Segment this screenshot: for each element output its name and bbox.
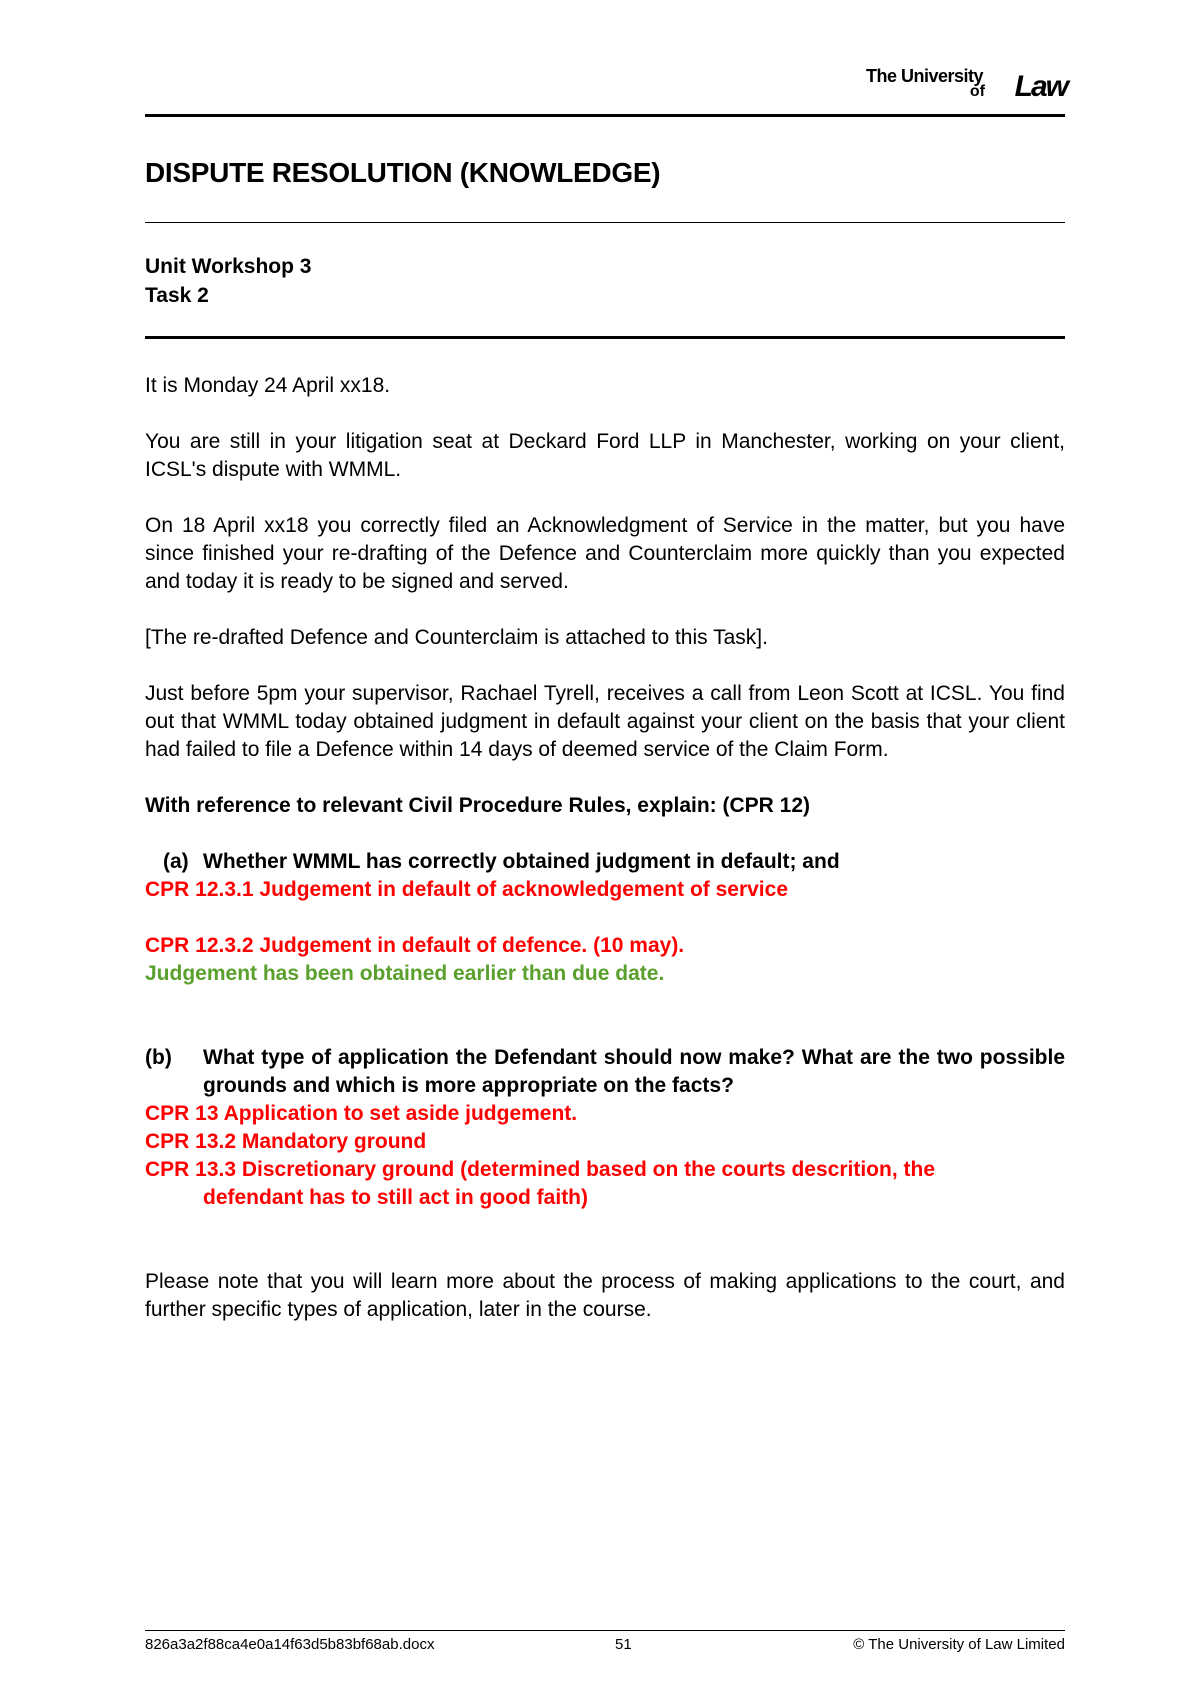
footer-copyright: © The University of Law Limited	[853, 1636, 1065, 1653]
answer-b-3-line-2: defendant has to still act in good faith)	[203, 1186, 589, 1209]
answer-a-3: Judgement has been obtained earlier than due date.	[145, 962, 665, 985]
unit-workshop: Unit Workshop 3	[145, 255, 312, 278]
logo-line-2: of	[969, 83, 985, 100]
document-title: DISPUTE RESOLUTION (KNOWLEDGE)	[145, 157, 661, 188]
logo-line-3: Law	[1014, 70, 1067, 103]
footer-filename: 826a3a2f88ca4e0a14f63d5b83bf68ab.docx	[145, 1636, 435, 1653]
question-a-text: Whether WMML has correctly obtained judgment in default; and	[203, 850, 840, 873]
question-b-label: (b)	[145, 1046, 172, 1069]
question-a	[145, 848, 1065, 876]
question-a-label: (a)	[163, 850, 189, 873]
question-intro: With reference to relevant Civil Procedure Rules, explain: (CPR 12)	[145, 794, 811, 817]
answer-b-3-line-1: CPR 13.3 Discretionary ground (determined based on the courts descrition, the	[145, 1158, 935, 1181]
paragraph-date: It is Monday 24 April xx18.	[145, 374, 391, 397]
task-content	[145, 372, 1065, 1324]
paragraph-default-judgment: Just before 5pm your supervisor, Rachael Tyrell, receives a call from Leon Scott at ICSL. You find out that WMML today obtained judgment in default against your client on the basis that your client had failed to file a Defence within 14 days of deemed service of the Claim Form.	[145, 682, 1065, 761]
university-logo	[857, 62, 1067, 112]
closing-note: Please note that you will learn more about the process of making applications to the court, and further specific types of application, later in the course.	[145, 1270, 1065, 1321]
logo-line-1: The University	[865, 66, 983, 86]
question-b	[145, 1044, 1065, 1100]
answer-b-2: CPR 13.2 Mandatory ground	[145, 1130, 427, 1153]
answer-a-1: CPR 12.3.1 Judgement in default of acknowledgement of service	[145, 878, 789, 901]
title-rule	[145, 222, 1065, 223]
page-footer	[145, 1630, 1065, 1660]
paragraph-attachment: [The re-drafted Defence and Counterclaim is attached to this Task].	[145, 626, 768, 649]
unit-rule	[145, 336, 1065, 339]
answer-b-1: CPR 13 Application to set aside judgement.	[145, 1102, 578, 1125]
unit-heading	[145, 252, 311, 310]
paragraph-acknowledgment: On 18 April xx18 you correctly filed an Acknowledgment of Service in the matter, but you have since finished your re-drafting of the Defence and Counterclaim more quickly than you expected and today it is ready to be signed and served.	[145, 514, 1065, 593]
answer-a-2: CPR 12.3.2 Judgement in default of defence. (10 may).	[145, 934, 685, 957]
header-rule	[145, 114, 1065, 117]
paragraph-context: You are still in your litigation seat at Deckard Ford LLP in Manchester, working on your client, ICSL's dispute with WMML.	[145, 430, 1065, 481]
footer-page-number: 51	[615, 1636, 632, 1653]
question-b-text: What type of application the Defendant should now make? What are the two possible grounds and which is more appropriate on the facts?	[203, 1046, 1065, 1097]
task-number: Task 2	[145, 284, 209, 307]
